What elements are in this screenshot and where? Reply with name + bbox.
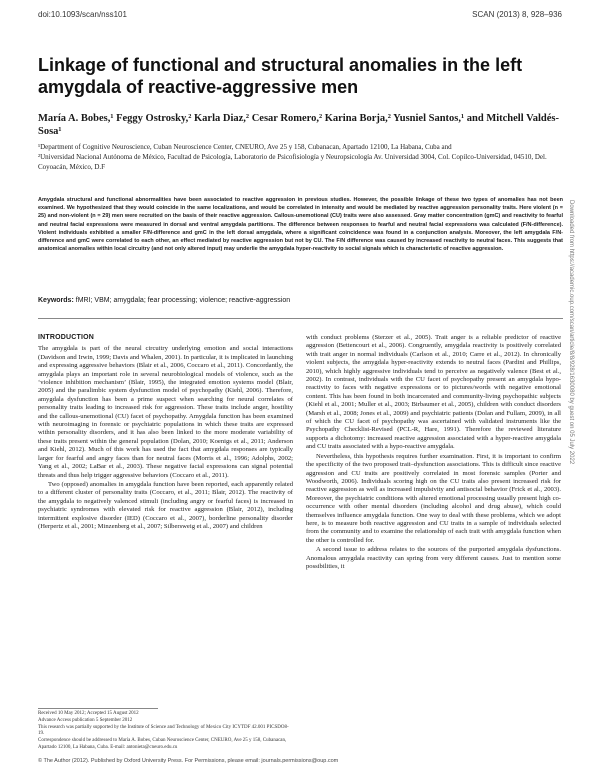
- footnote-divider: [38, 708, 158, 709]
- intro-paragraph-2-cont: with conduct problems (Sterzer et al., 2005). Trait anger is a reliable predictor of reactive aggression (Bettencourt et al., 2006). Congruently, amygdala reactivity is positively correlated with trait anger in normal individuals (Carlson et al., 2010; Carre et al., 2012). In chronically violent subjects, the amygdala hyper-reactivity extends to neutral faces (Pardini and Phillips, 2010), which highly aggressive individuals tend to perceive as negatively valence (Best et al., 2002). In contrast, individuals with the CU facet of psychopathy present an amygdala hypo-reactivity to faces with negative expressions or to pictures/words with negative emotional content. This has been found in both incarcerated and community-living psychopathic subjects (Kiehl et al., 2001; Muller et al., 2003; Birbaumer et al., 2005), children with conduct disorders (Marsh et al., 2008; Jones et al., 2009) and psychiatric patients (Dolan and Fullam, 2009), in all of which the CU facet of psychopathy was ascertained with validated instruments like the Psychopathy Checklist-Revised (PCL-R, Hare, 1991). Therefore the reviewed literature supports a dichotomy: increased reactive aggression associated with a hyper-reactive amygdala and CU traits associated with a hypo-reactive amygdala.: [306, 334, 561, 451]
- advance-access-date: Advance Access publication 5 September 2012: [38, 717, 133, 723]
- intro-paragraph-3: Nevertheless, this hypothesis requires further examination. First, it is important to confirm the specificity of the two proposed trait–dysfunction associations. This is difficult since reactive aggression and CU traits are positively correlated in most forensic samples (Porter and Woodworth, 2006). Individuals scoring high on the CU traits also present increased risk for reactive aggression as well as increased impulsivity and antisocial behavior (Frick et al., 2003). Moreover, the psychiatric conditions with altered emotional processing usually present high co-occurrence with other mental disorders (including alcohol and drug abuse), which could themselves influence amygdala function. One way to deal with these problems, which we adopt here, is to measure both reactive aggression and CU traits in a sample of individuals selected from the community and to examine the relationship of each trait with amygdala function when the other is controlled for.: [306, 452, 561, 544]
- article-title: Linkage of functional and structural anomalies in the left amygdala of reactive-aggressive men: [38, 55, 523, 97]
- journal-reference: SCAN (2013) 8, 928–936: [472, 10, 562, 19]
- keywords-list: fMRI; VBM; amygdala; fear processing; violence; reactive-aggression: [75, 297, 291, 304]
- download-watermark: [566, 200, 576, 620]
- keywords-label: Keywords:: [38, 297, 74, 304]
- footnotes: [38, 711, 293, 752]
- intro-paragraph-1: The amygdala is part of the neural circuitry underlying emotion and social interactions (Davidson and Irwin, 1999; Davis and Whalen, 2001). In particular, it is implicated in launching and expressing aggressive behaviors (Blair et al., 2006, Coccaro et al., 2011). Concordantly, the amygdala plays an important role in several neurobiological models of violence, such as the ‘violence inhibition mechanism’ (Blair, 1995), the integrated emotion systems model (Blair, 2005) and the paralimbic system dysfunction model of psychopathy (Kiehl, 2006). Therefore, amygdala dysfunction has been a prime suspect when searching for neural correlates of personality traits leading to increased risk for aggression. These traits include anger, hostility and the callous-unemotional (CU) facet of psychopathy. Amygdala function has been examined with neuroimaging in forensic or psychiatric populations in which these traits are expressed within personality disorders, and it has also been linked to the more moderate variability of these traits present within the general population (Dolan, 2010; Koenigs et al., 2011; Anderson and Kiehl, 2012). Much of this work has used the fact that amygdala responses are typically larger for fearful and angry faces than for neutral faces (Morris et al., 1996; Adolphs, 2002; Yang et al., 2002; LaBar et al., 2003). These negative facial expressions can signal potential threats and thus help trigger aggressive behaviors (Coccaro et al., 2011).: [38, 345, 293, 479]
- affiliation-2: ²Universidad Nacional Autónoma de México, Facultad de Psicología, Laboratorio de Psicofisiología y Neuropsicología Av. Universidad 3004, Col. Copilco-Universidad, 04510, Del. Coyoacán, México, D.F: [38, 153, 547, 171]
- affiliations: [38, 142, 563, 172]
- author-list: María A. Bobes,¹ Feggy Ostrosky,² Karla Diaz,² Cesar Romero,² Karina Borja,² Yusniel Santos,¹ and Mitchell Valdés-Sosa¹: [38, 113, 559, 137]
- correspondence-note: Correspondence should be addressed to María A. Bobes, Cuban Neuroscience Center, CNEURO, Ave 25 y 158, Cubanacan, Apartado 12100, La Habana, Cuba. E-mail: antonieta@cneuro.edu.cu: [38, 738, 287, 750]
- section-heading-introduction: INTRODUCTION: [38, 334, 95, 341]
- download-watermark-text: Downloaded from https://academic.oup.com/scan/article/8/8/928/1630080 by guest on 05 July 2022: [568, 200, 574, 465]
- received-date: Received 10 May 2012; Accepted 15 August 2012: [38, 711, 139, 716]
- intro-paragraph-4: A second issue to address relates to the sources of the purported amygdala dysfunctions. Anomalous amygdala reactivity can spring from very different causes. Just to mention some possibilities, it: [306, 546, 561, 570]
- affiliation-1: ¹Department of Cognitive Neuroscience, Cuban Neuroscience Center, CNEURO, Ave 25 y 158, Cubanacan, Apartado 12100, La Habana, Cuba and: [38, 143, 452, 151]
- body-column-left: [38, 334, 293, 532]
- intro-paragraph-2: Two (opposed) anomalies in amygdala function have been reported, each apparently related to a different cluster of personality traits (Coccaro, et al., 2011; Blair, 2012). The reactivity of the amygdala to negatively valenced stimuli (including angry or fearful faces) is increased in psychiatric syndromes with elevated risk for reactive aggression (Blair, 2012), including intermittent explosive disorder (IED) (Coccaro et al., 2007), borderline personality disorder (Herpertz et al., 2001; Minzenberg et al., 2007; Silbersweig et al., 2007) and children: [38, 480, 293, 530]
- section-divider: [38, 318, 563, 319]
- keywords: [38, 296, 563, 305]
- doi-header: doi:10.1093/scan/nss101: [38, 10, 127, 19]
- copyright-notice: © The Author (2012). Published by Oxford University Press. For Permissions, please email: journals.permissions@oup.com: [38, 758, 339, 764]
- abstract: Amygdala structural and functional abnormalities have been associated to reactive aggression in previous studies. However, the possible linkage of these two types of anomalies has not been examined. We hypothesized that they would coincide in the same localizations, and would be correlated in intensity and would be mediated by reactive aggression personality traits. Here violent (n = 25) and non-violent (n = 29) men were recruited on the basis of their reactive aggression. Callous-unemotional (CU) traits were also assessed. Gray matter concentration (gmC) and reactivity to fearful and neutral facial expressions were measured in dorsal and ventral amygdala partitions. The difference between responses to fearful and neutral facial expressions was calculated (F/N-difference). Violent individuals exhibited a smaller F/N-difference and gmC in the left dorsal amygdala, where a significant coincidence was found in a conjunction analysis. Moreover, the left amygdala F/N-difference and gmC were correlated to each other, an effect mediated by reactive aggression but not by CU. The F/N difference was caused by increased reactivity to neutral faces. This suggests that anatomical anomalies within local circuitry (and not only altered input) may underlie the amygdala hyper-reactivity to social signals which is characteristic of reactive aggression.: [38, 197, 563, 253]
- body-column-right: [306, 334, 561, 572]
- funding-note: This research was partially supported by the Institute of Science and Technology of Mexico City ICYTDF 42.001 PICSDO8-19.: [38, 724, 289, 737]
